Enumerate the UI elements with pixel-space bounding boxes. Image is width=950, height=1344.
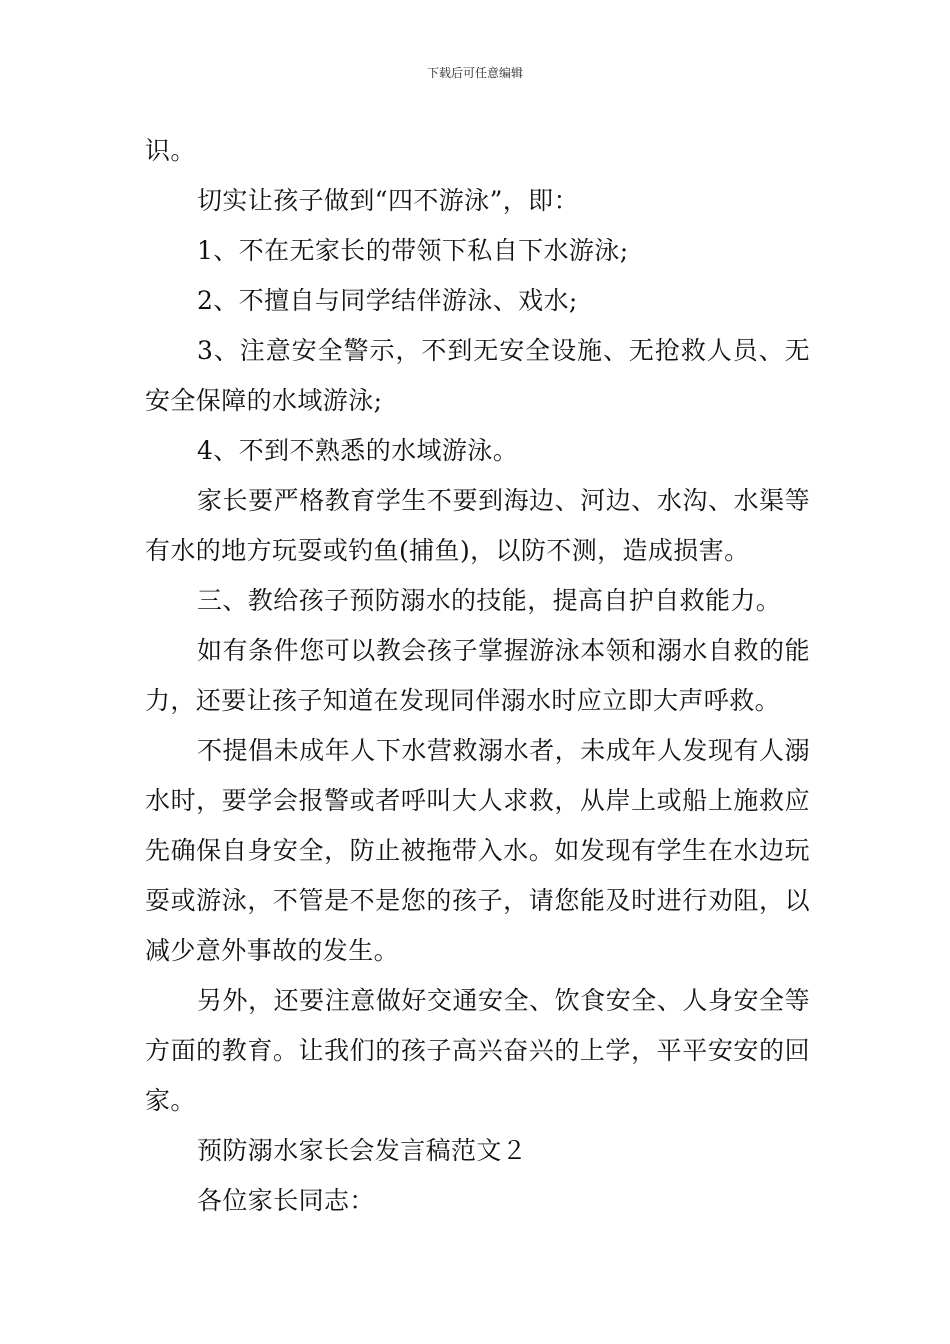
- list-item-2: 2、不擅自与同学结伴游泳、戏水;: [197, 286, 578, 315]
- page-header-note: 下载后可任意编辑: [426, 66, 523, 80]
- paragraph-other-safety: 另外，还要注意做好交通安全、饮食安全、人身安全等方面的教育。让我们的孩子高兴奋兴的上学，平平安安的回家。: [145, 986, 810, 1115]
- document-body: [145, 126, 810, 1226]
- list-item-4: 4、不到不熟悉的水域游泳。: [197, 436, 519, 465]
- sample-title-2: 预防溺水家长会发言稿范文２: [197, 1136, 528, 1165]
- salutation: 各位家长同志：: [197, 1186, 375, 1215]
- paragraph-four-no-swimming: 切实让孩子做到“四不游泳”，即：: [197, 186, 579, 215]
- list-item-1: 1、不在无家长的带领下私自下水游泳;: [197, 236, 629, 265]
- paragraph-continuation: 识。: [145, 136, 196, 165]
- paragraph-parent-education: 家长要严格教育学生不要到海边、河边、水沟、水渠等有水的地方玩耍或钓鱼(捕鱼)，以防不测，造成损害。: [145, 486, 810, 565]
- paragraph-swim-skills: 如有条件您可以教会孩子掌握游泳本领和溺水自救的能力，还要让孩子知道在发现同伴溺水时应立即大声呼救。: [145, 636, 810, 715]
- section-heading-three: 三、教给孩子预防溺水的技能，提高自护自救能力。: [197, 586, 782, 615]
- paragraph-rescue-advice: 不提倡未成年人下水营救溺水者，未成年人发现有人溺水时，要学会报警或者呼叫大人求救，从岸上或船上施救应先确保自身安全，防止被拖带入水。如发现有学生在水边玩耍或游泳，不管是不是您的孩子，请您能及时进行劝阻，以减少意外事故的发生。: [145, 736, 810, 965]
- list-item-3: 3、注意安全警示，不到无安全设施、无抢救人员、无安全保障的水域游泳;: [145, 336, 810, 415]
